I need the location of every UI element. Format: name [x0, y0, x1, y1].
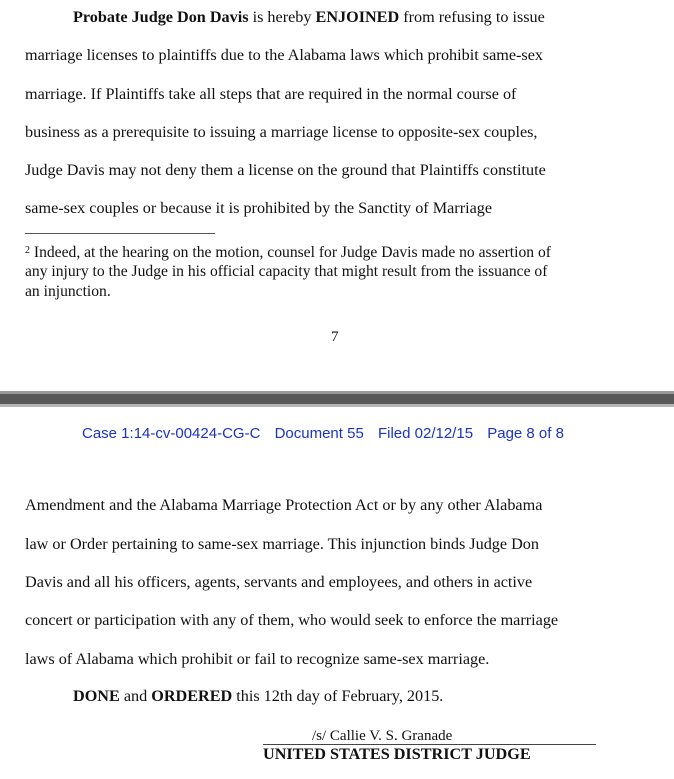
filed-date: Filed 02/12/15	[377, 425, 474, 442]
injunction-first-line	[73, 8, 545, 27]
body-line: Judge Davis may not deny them a license on the ground that Plaintiffs constitute	[25, 161, 546, 179]
judge-name: Probate Judge Don Davis	[73, 8, 249, 26]
text-fragment: from refusing to issue	[399, 8, 545, 26]
signature-title: UNITED STATES DISTRICT JUDGE	[263, 745, 531, 763]
signature: /s/ Callie V. S. Granade	[312, 728, 453, 744]
page-number: 7	[331, 329, 339, 345]
footnote-text: Indeed, at the hearing on the motion, counsel for Judge Davis made no assertion of	[30, 244, 551, 261]
page-break-bottom	[0, 404, 674, 407]
body-line: marriage licenses to plaintiffs due to the Alabama laws which prohibit same-sex	[25, 46, 544, 64]
case-number: Case 1:14-cv-00424-CG-C	[82, 425, 261, 442]
body-line: marriage. If Plaintiffs take all steps that are required in the normal course of	[25, 85, 517, 103]
footnote-line: an injunction.	[25, 283, 111, 300]
body-line: Davis and all his officers, agents, servants and employees, and others in active	[25, 573, 533, 591]
footnote-line	[25, 244, 551, 262]
enjoined-word: ENJOINED	[315, 8, 400, 26]
body-line: same-sex couples or because it is prohibited by the Sanctity of Marriage	[25, 199, 493, 217]
page-indicator: Page 8 of 8	[487, 425, 564, 442]
text-fragment: is hereby	[248, 8, 316, 26]
done-and-ordered-line	[73, 687, 443, 706]
footnote-marker: 2	[25, 245, 30, 256]
body-line: business as a prerequisite to issuing a marriage license to opposite-sex couples,	[25, 123, 538, 141]
text-fragment: this 12th day of February, 2015.	[232, 687, 444, 705]
document-number: Document 55	[274, 425, 364, 442]
page-break	[0, 394, 674, 404]
ordered-word: ORDERED	[151, 687, 233, 705]
text-fragment: and	[119, 687, 152, 705]
body-line: laws of Alabama which prohibit or fail to recognize same-sex marriage.	[25, 650, 490, 668]
footnote-divider	[25, 233, 215, 234]
case-header	[82, 425, 574, 442]
footnote-line: any injury to the Judge in his official capacity that might result from the issuance of	[25, 263, 548, 280]
body-line: concert or participation with any of them, who would seek to enforce the marriage	[25, 611, 559, 629]
body-line: law or Order pertaining to same-sex marriage. This injunction binds Judge Don	[25, 535, 539, 553]
done-word: DONE	[73, 687, 120, 705]
body-line: Amendment and the Alabama Marriage Protection Act or by any other Alabama	[25, 496, 543, 514]
